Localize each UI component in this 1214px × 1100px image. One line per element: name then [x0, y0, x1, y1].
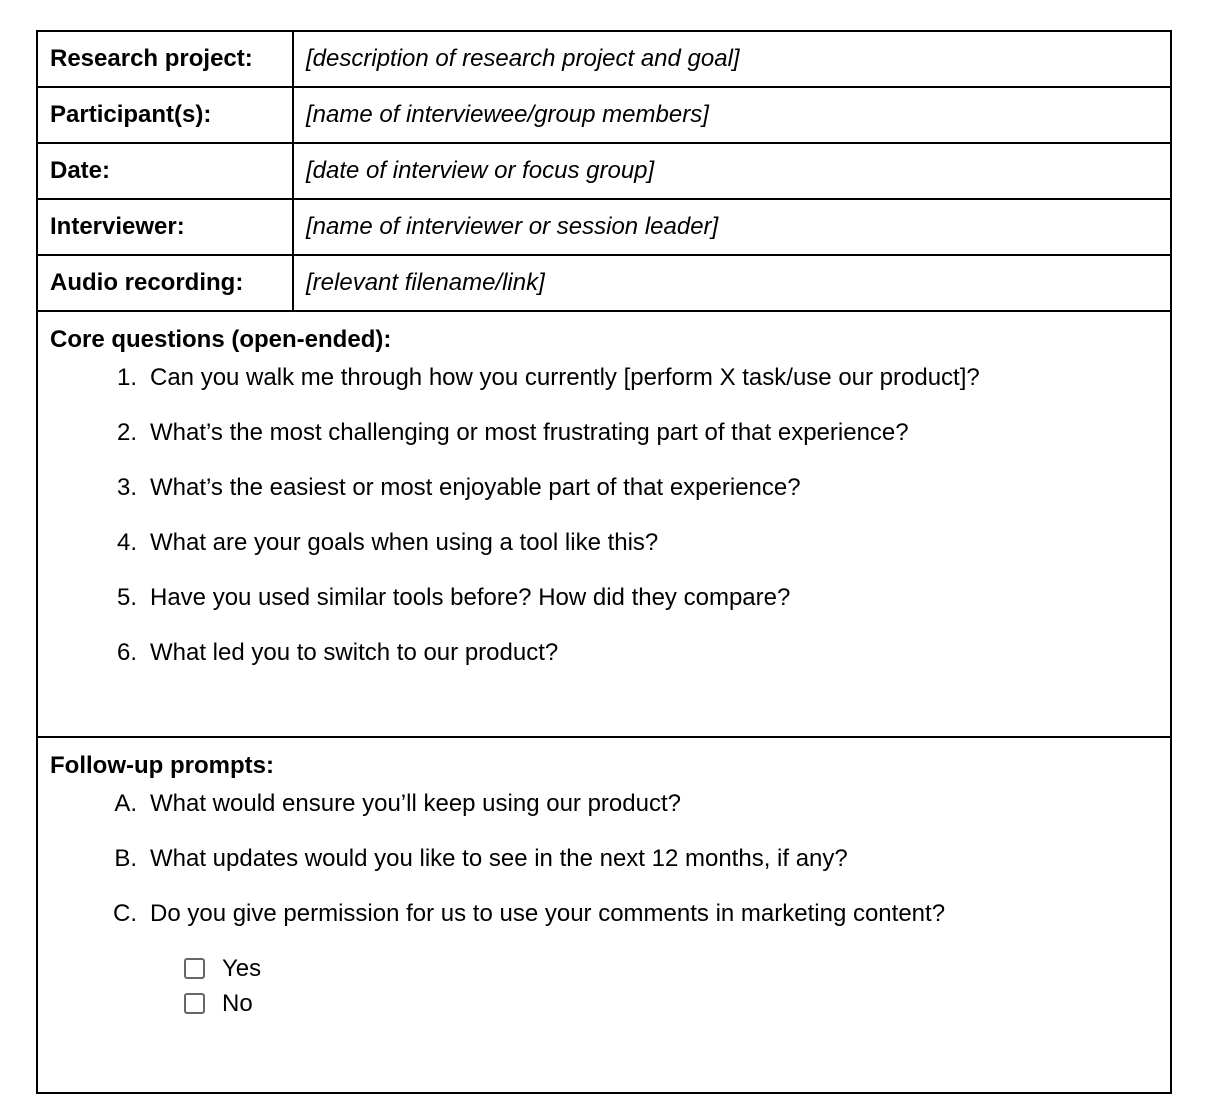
list-item [50, 845, 1158, 873]
interview-template-table [36, 30, 1172, 1094]
core-questions-list [50, 364, 1158, 667]
list-item [50, 529, 1158, 557]
meta-value[interactable]: [name of interviewee/group members] [293, 87, 1171, 143]
prompt-text: What updates would you like to see in the next 12 months, if any? [150, 845, 848, 872]
list-marker: 3. [116, 474, 137, 501]
meta-value[interactable]: [date of interview or focus group] [293, 143, 1171, 199]
list-item [50, 790, 1158, 818]
prompt-text: What would ensure you’ll keep using our product? [150, 790, 681, 817]
question-text: What are your goals when using a tool like this? [150, 529, 659, 556]
meta-row-date [37, 143, 1171, 199]
meta-value[interactable]: [name of interviewer or session leader] [293, 199, 1171, 255]
followup-prompts-row [37, 737, 1171, 1093]
list-item [50, 900, 1158, 928]
core-questions-title: Core questions (open-ended): [50, 326, 392, 353]
list-marker: 2. [116, 419, 137, 446]
core-questions-section [37, 311, 1171, 737]
meta-label: Participant(s): [37, 87, 293, 143]
meta-row-research-project [37, 31, 1171, 87]
meta-label: Date: [37, 143, 293, 199]
checkbox-label: Yes [222, 955, 262, 982]
question-text: What’s the most challenging or most frustrating part of that experience? [150, 419, 909, 446]
followup-prompts-list [50, 790, 1158, 928]
list-marker: 4. [116, 529, 137, 556]
meta-row-interviewer [37, 199, 1171, 255]
list-marker: 5. [116, 584, 137, 611]
list-marker: C. [113, 900, 137, 927]
question-text: What led you to switch to our product? [150, 639, 559, 666]
checkbox-yes[interactable] [184, 958, 205, 979]
question-text: Have you used similar tools before? How did they compare? [150, 584, 791, 611]
list-item [50, 584, 1158, 612]
checkbox-no[interactable] [184, 993, 205, 1014]
core-questions-row [37, 311, 1171, 737]
meta-value[interactable]: [description of research project and goal] [293, 31, 1171, 87]
meta-label: Audio recording: [37, 255, 293, 311]
question-text: What’s the easiest or most enjoyable part of that experience? [150, 474, 801, 501]
meta-row-participants [37, 87, 1171, 143]
list-marker: A. [114, 790, 137, 817]
meta-row-audio-recording [37, 255, 1171, 311]
checkbox-no-row[interactable] [184, 986, 1158, 1021]
list-marker: 6. [116, 639, 137, 666]
list-item [50, 639, 1158, 667]
list-item [50, 474, 1158, 502]
checkbox-label: No [222, 990, 253, 1017]
question-text: Can you walk me through how you currently [perform X task/use our product]? [150, 364, 980, 391]
meta-label: Research project: [37, 31, 293, 87]
list-marker: B. [114, 845, 137, 872]
permission-checkboxes [184, 951, 1158, 1021]
list-item [50, 364, 1158, 392]
list-marker: 1. [116, 364, 137, 391]
list-item [50, 419, 1158, 447]
meta-value[interactable]: [relevant filename/link] [293, 255, 1171, 311]
meta-label: Interviewer: [37, 199, 293, 255]
checkbox-yes-row[interactable] [184, 951, 1158, 986]
followup-prompts-title: Follow-up prompts: [50, 752, 274, 779]
followup-prompts-section [37, 737, 1171, 1093]
prompt-text: Do you give permission for us to use your comments in marketing content? [150, 900, 946, 927]
